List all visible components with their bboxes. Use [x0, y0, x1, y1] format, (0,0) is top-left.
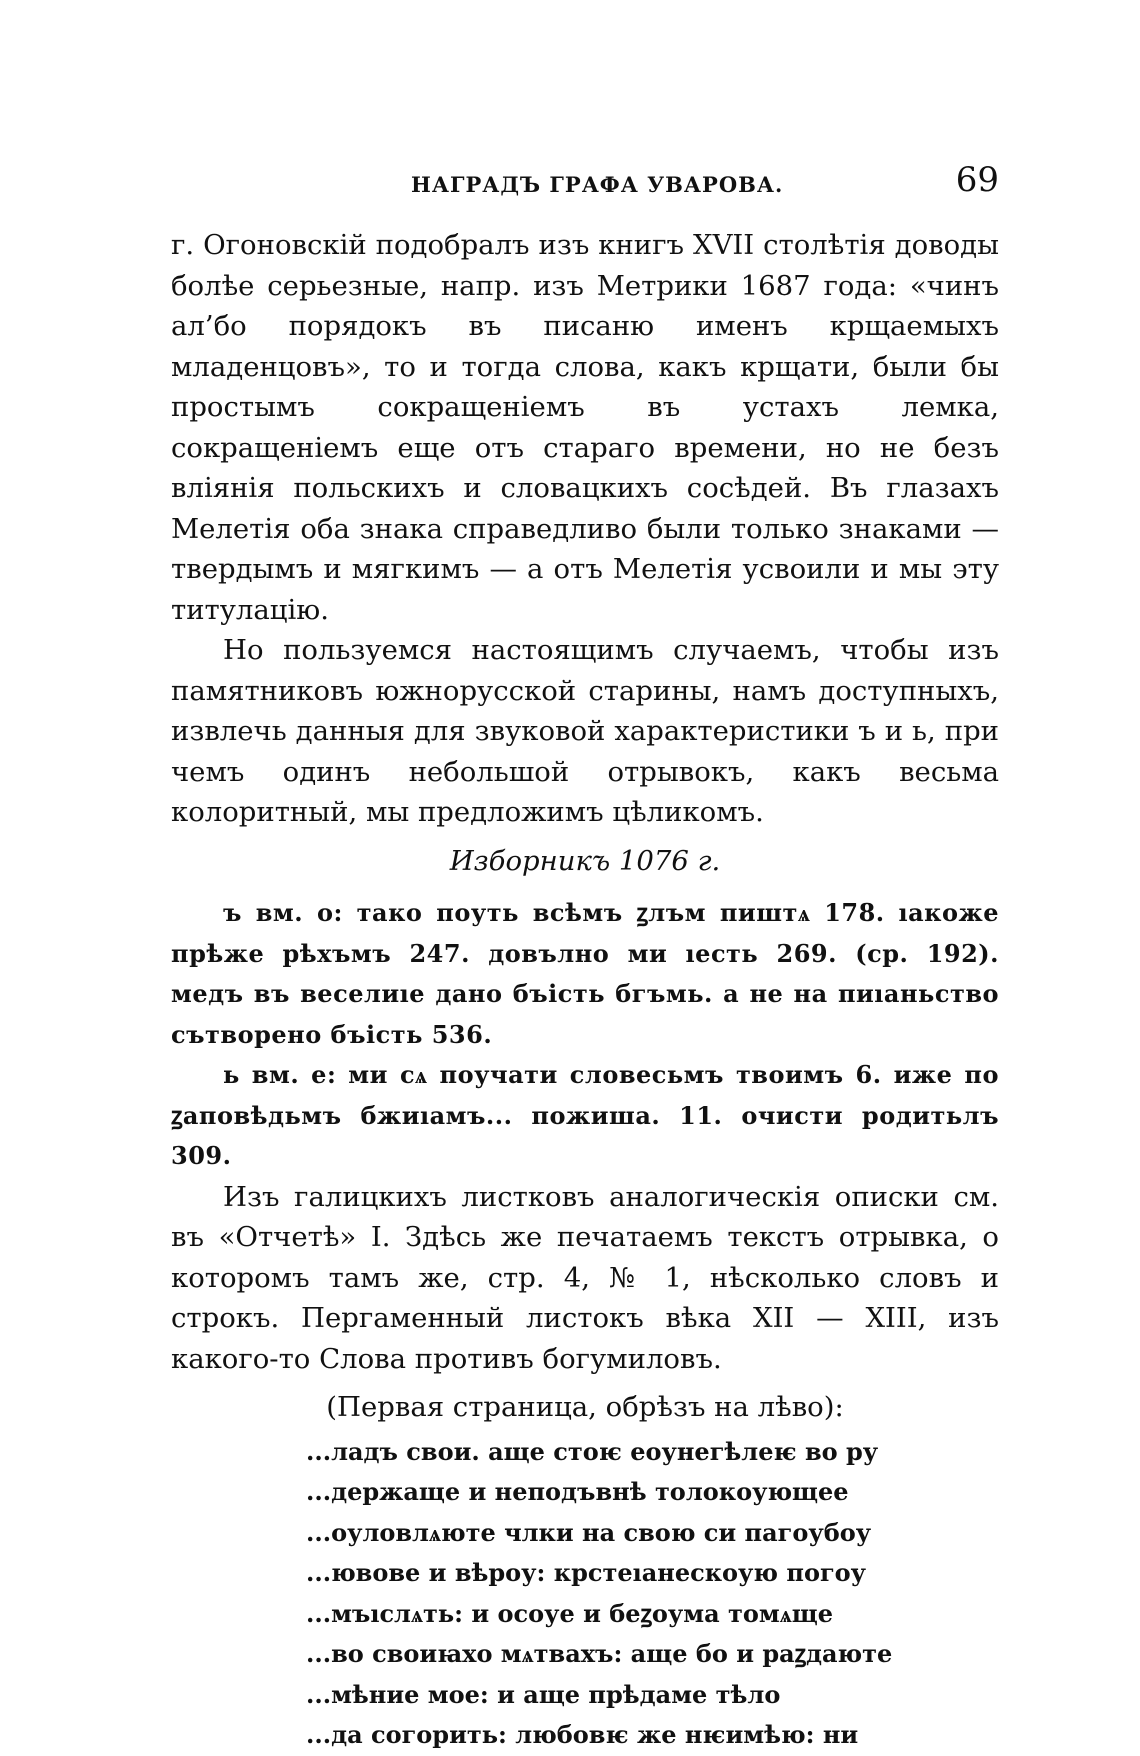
fragment-line: ...во своиꙗхо мѧтвахъ: аще бо и раꙁдаюте [306, 1639, 893, 1668]
page-number: 69 [955, 160, 999, 200]
fragment-text [306, 1432, 999, 1756]
paragraph-galician-leaves: Изъ галицкихъ листковъ аналогическія описки см. въ «Отчетѣ» I. Здѣсь же печатаемъ текстъ отрывка, о которомъ тамъ же, стр. 4, № 1, нѣсколько словъ и строкъ. Пергаменный листокъ вѣка XII — XIII, изъ какого-то Слова противъ богумиловъ. [171, 1180, 999, 1375]
paragraph-monuments: Но пользуемся настоящимъ случаемъ, чтобы изъ памятниковъ южнорусской старины, намъ доступныхъ, извлечь данныя для звуковой характеристики ъ и ь, при чемъ одинъ небольшой отрывокъ, какъ весьма колоритный, мы предложимъ цѣликомъ. [171, 634, 999, 828]
slavonic-examples-hard-sign: ъ вм. о: тако поуть всѣмъ ꙁлъм пиштѧ 178. ıакоже прѣже рѣхъмъ 247. довълно ми ıесть 269. (ср. 192). медъ въ веселиıе дано бъість бгъмь. а не на пиıаньство сътворено бъість 536. [171, 898, 999, 1049]
fragment-line: ...да согорить: любовѥ же нѥимѣю: ни [306, 1720, 859, 1749]
izbornik-heading: Изборникъ 1076 г. [449, 844, 721, 877]
paragraph-ogonovsky: г. Огоновскій подобралъ изъ книгъ XVII столѣтія доводы болѣе серьезные, напр. изъ Метрики 1687 года: «чинъ ал’бо порядокъ въ писаню именъ крщаемыхъ младенцовъ», то и тогда слова, какъ крщати, были бы простымъ сокращеніемъ въ устахъ лемка, сокращеніемъ еще отъ стараго времени, но не безъ вліянія польскихъ и словацкихъ сосѣдей. Въ глазахъ Мелетія оба знака справедливо были только знаками — твердымъ и мягкимъ — а отъ Мелетія усвоили и мы эту титулацію. [171, 229, 999, 626]
fragment-line: ...ювове и вѣроу: крстеıанескоую погоу [306, 1558, 867, 1587]
page-body [171, 225, 999, 1756]
fragment-line: ...мѣние мое: и аще прѣдаме тѣло [306, 1679, 781, 1709]
fragment-line: ...ладъ свои. аще стоѥ еоунегѣлеѥ во ру [306, 1436, 879, 1466]
running-header [171, 160, 999, 210]
slavonic-examples-soft-sign: ь вм. е: ми сѧ поучати словесьмъ твоимъ 6. иже по ꙁаповѣдьмъ бжиıамъ... пожиша. 11. очисти родитьлъ 309. [171, 1060, 999, 1170]
running-title: НАГРАДЪ ГРАФА УВАРОВА. [411, 172, 784, 197]
first-page-label: (Первая страница, обрѣзъ на лѣво): [326, 1391, 844, 1423]
fragment-line: ...оуловлѧюте члки на свою си пагоубоу [306, 1517, 872, 1547]
fragment-line: ...держаще и неподъвнѣ толокоующее [306, 1477, 849, 1506]
fragment-line: ...мъıслѧть: и осоуе и беꙁоума томѧще [306, 1598, 833, 1628]
